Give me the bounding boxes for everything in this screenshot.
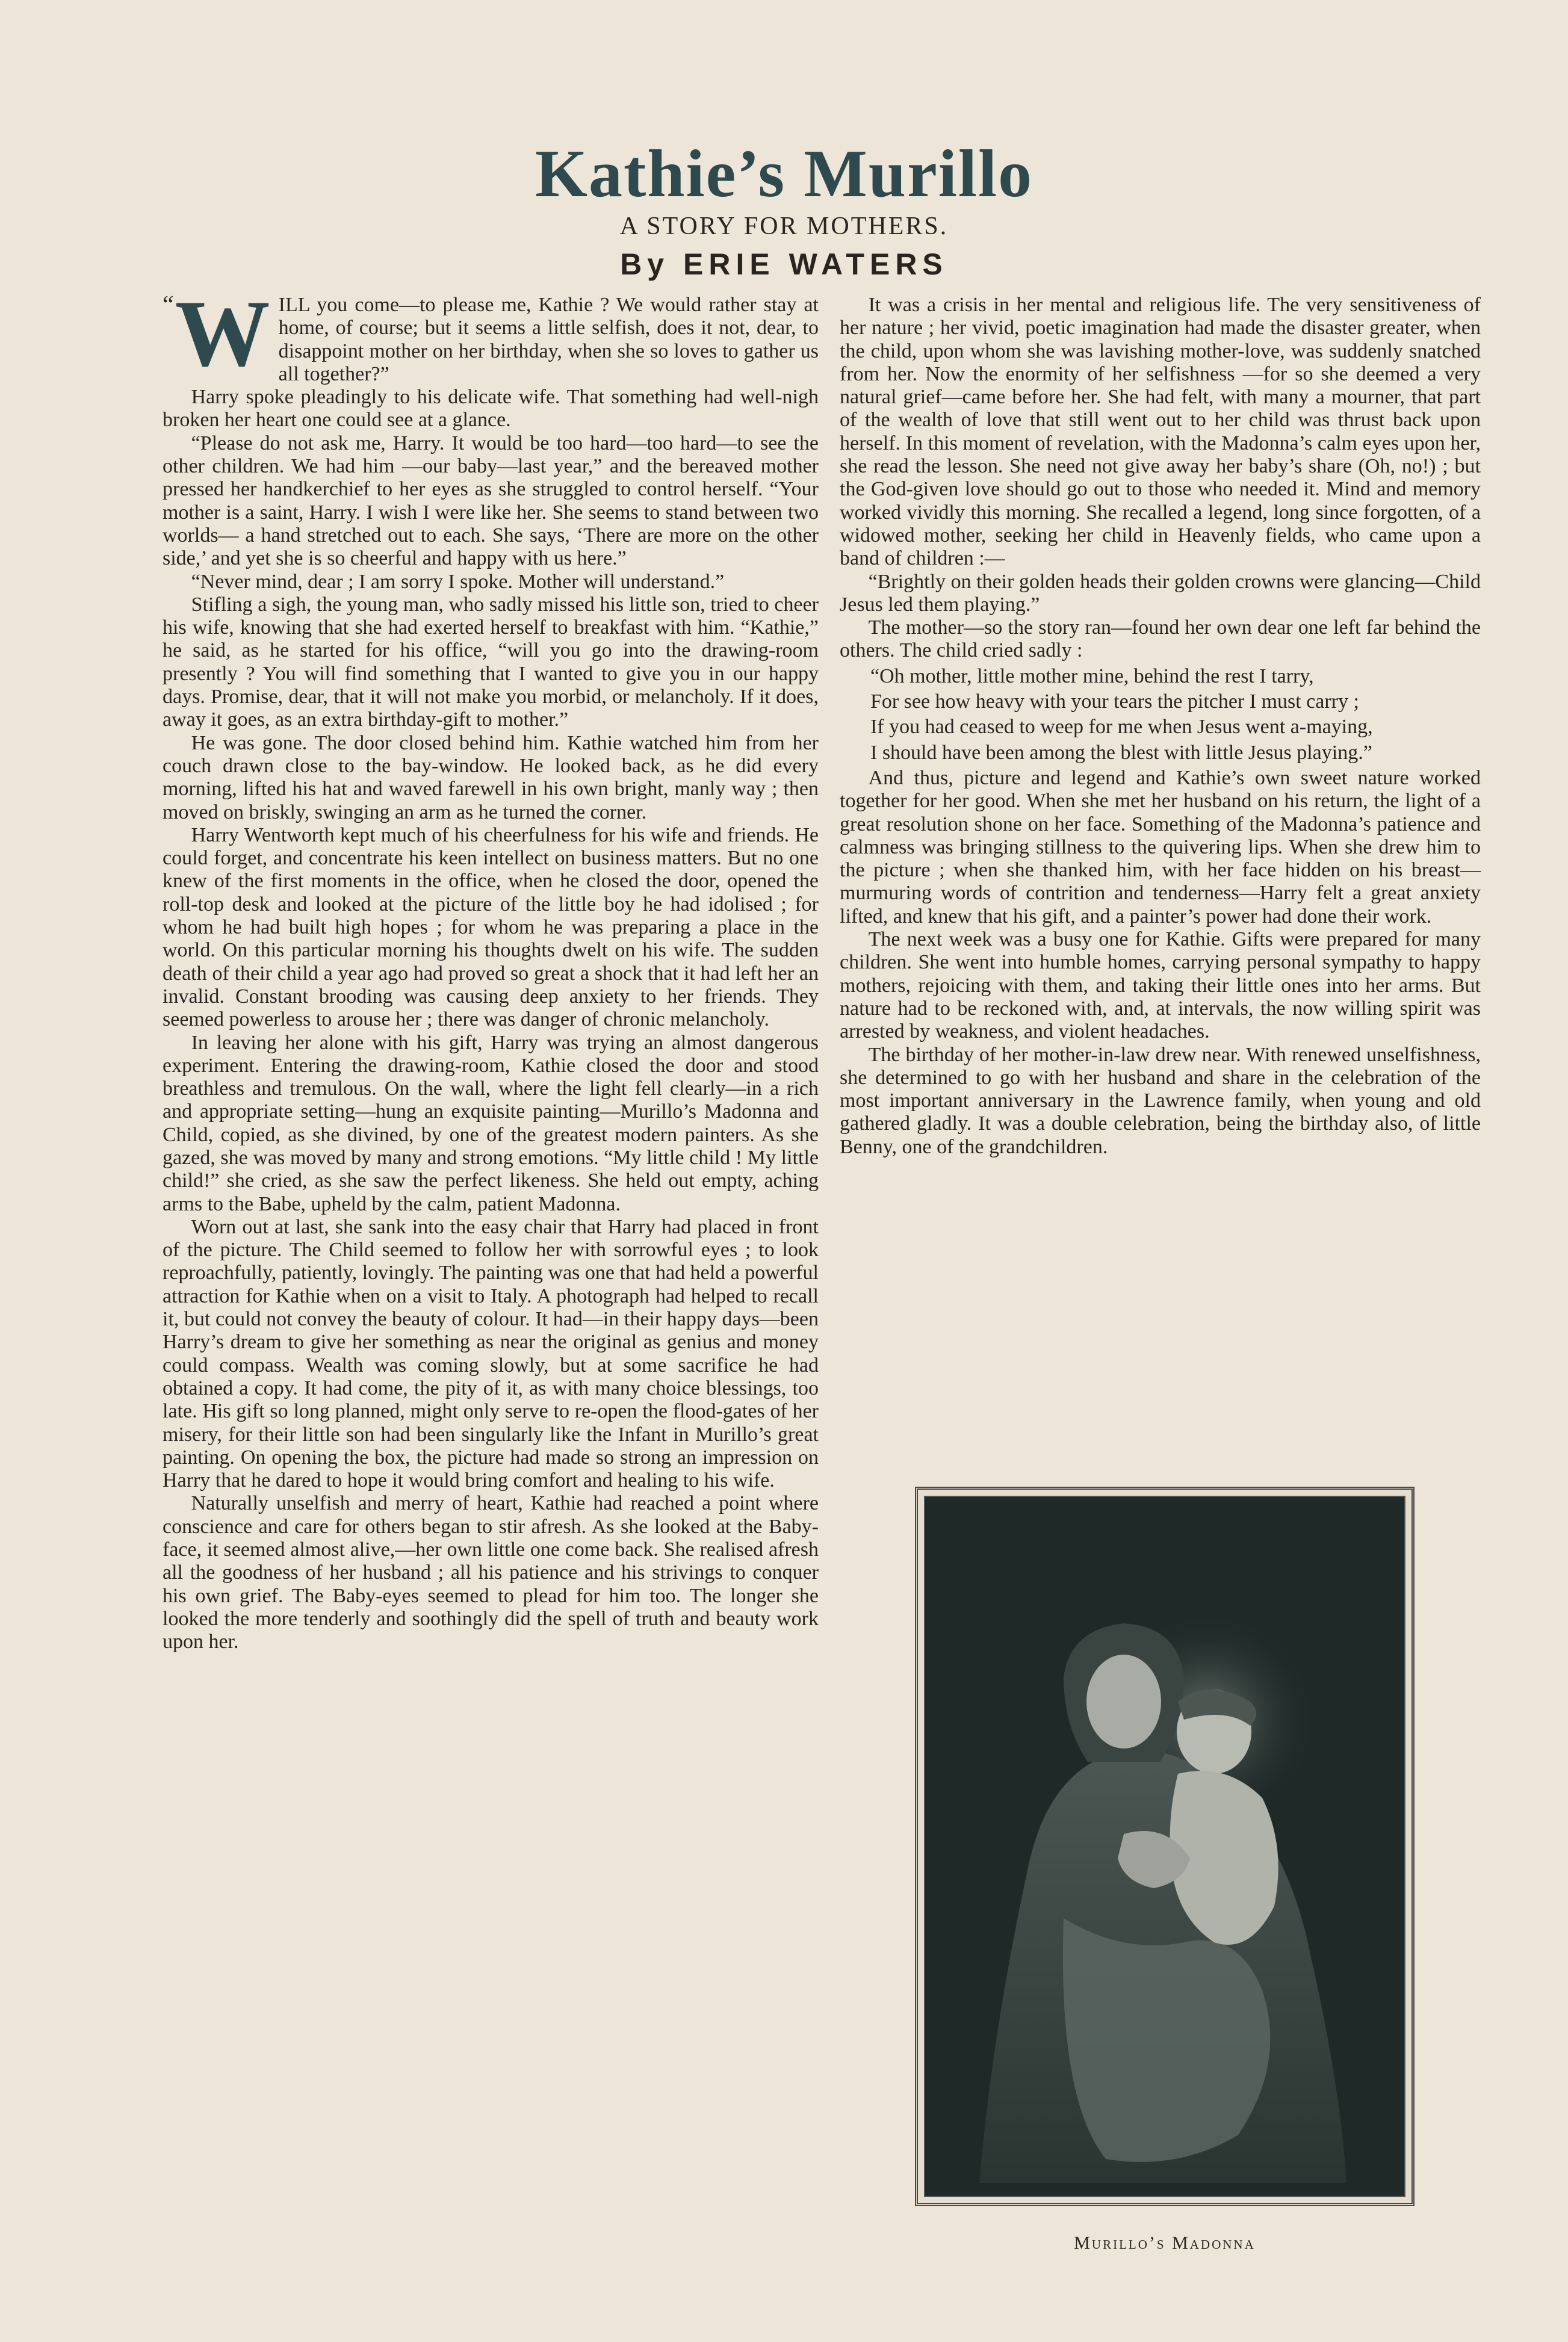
verse-line: I should have been among the blest with little Jesus playing.”: [870, 741, 1372, 764]
madonna-painting-image: [924, 1496, 1405, 2197]
paragraph: Harry spoke pleadingly to his delicate wife. That something had well-nigh broken her heart one could see at a glance.: [163, 386, 819, 432]
verse-line: For see how heavy with your tears the pitcher I must carry ;: [870, 690, 1359, 713]
madonna-face: [1086, 1655, 1161, 1749]
paragraph: The mother—so the story ran—found her own dear one left far behind the others. The child cried sadly :: [840, 616, 1481, 662]
paragraph: “Brightly on their golden heads their golden crowns were glancing—Child Jesus led them playing.”: [840, 570, 1481, 616]
figure-caption: Murillo’s Madonna: [1074, 2233, 1256, 2253]
madonna-illustration: [925, 1497, 1404, 2196]
paragraph: ILL you come—to please me, Kathie ? We would rather stay at home, of course; but it seems a little selfish, does it not, dear, to disappoint mother on her birthday, when she so loves to gather us all together?”: [278, 294, 819, 385]
madonna-figure-frame: [915, 1487, 1415, 2206]
verse-line: If you had ceased to weep for me when Jesus went a-maying,: [870, 716, 1373, 739]
right-column: [840, 294, 1481, 1159]
paragraph: “Never mind, dear ; I am sorry I spoke. Mother will understand.”: [191, 570, 725, 593]
paragraph: And thus, picture and legend and Kathie’s own sweet nature worked together for her good. When she met her husband on his return, the light of a great resolution shone on her face. Something of the Madonna’s patience and calmness was bringing stillness to the quivering lips. When she drew him to the picture ; when she thanked him, with her face hidden on his breast—murmuring words of contrition and tenderness—Harry felt a great anxiety lifted, and knew that his gift, and a painter’s power had done their work.: [840, 766, 1481, 928]
paragraph: In leaving her alone with his gift, Harry was trying an almost dangerous experiment. Entering the drawing-room, Kathie closed the door and stood breathless and tremulous. On the wall, where the light fell clearly—in a rich and appropriate setting—hung an exquisite painting—Murillo’s Madonna and Child, copied, as she divined, by one of the greatest modern painters. As she gazed, she was moved by many and strong emotions. “My little child ! My little child!” she cried, as she saw the perfect likeness. She held out empty, aching arms to the Babe, upheld by the calm, patient Madonna.: [163, 1031, 819, 1215]
robe-drapery: [1063, 1918, 1270, 2162]
article-title: Kathie’s Murillo: [535, 137, 1033, 211]
paragraph: Harry Wentworth kept much of his cheerfulness for his wife and friends. He could forget, and concentrate his keen intellect on business matters. But no one knew of the first moments in the office, when he closed the door, opened the roll-top desk and looked at the picture of the little boy he had idolised ; for whom he had built high hopes ; for whom he was preparing a place in the world. On this particular morning his thoughts dwelt on his wife. The sudden death of their child a year ago had proved so great a shock that it had left her an invalid. Constant brooding was causing deep anxiety to her friends. They seemed powerless to arouse her ; there was danger of chronic melancholy.: [163, 823, 819, 1031]
article-byline: By ERIE WATERS: [620, 247, 948, 281]
article-subtitle: A STORY FOR MOTHERS.: [619, 212, 949, 240]
paragraph: The birthday of her mother-in-law drew near. With renewed unselfishness, she determined to go with her husband and share in the celebration of the most important anniversary in the Lawrence family, when young and old gathered gladly. It was a double celebration, being the birthday also, of little Benny, one of the grandchildren.: [840, 1043, 1481, 1158]
left-column: [163, 281, 819, 1654]
verse-line: “Oh mother, little mother mine, behind the rest I tarry,: [870, 664, 1314, 687]
paragraph: “Please do not ask me, Harry. It would be too hard—too hard—to see the other children. We had him —our baby—last year,” and the bereaved mother pressed her handkerchief to her eyes as she struggled to control herself. “Your mother is a saint, Harry. I wish I were like her. She seems to stand between two worlds— a hand stretched out to each. She says, ‘There are more on the other side,’ and yet she is so cheerful and happy with us here.”: [163, 432, 819, 570]
paragraph: Stifling a sigh, the young man, who sadly missed his little son, tried to cheer his wife, knowing that she had exerted herself to breakfast with him. “Kathie,” he said, as he started for his office, “will you go into the drawing-room presently ? You will find something that I wanted to give you in our happy days. Promise, dear, that it will not make you morbid, or melancholy. If it does, away it goes, as an extra birthday-gift to mother.”: [163, 593, 819, 731]
paragraph: Naturally unselfish and merry of heart, Kathie had reached a point where conscience and care for others began to stir afresh. As she looked at the Baby-face, it seemed almost alive,—her own little one come back. She realised afresh all the goodness of her husband ; all his patience and his strivings to conquer his own grief. The Baby-eyes seemed to plead for him too. The longer she looked the more tenderly and soothingly did the spell of truth and beauty work upon her.: [163, 1492, 819, 1653]
paragraph: He was gone. The door closed behind him. Kathie watched him from her couch drawn close to the bay-window. He looked back, as he did every morning, lifted his hat and waved farewell in his own bright, manly way ; then moved on briskly, swinging an arm as he turned the corner.: [163, 731, 819, 823]
drop-cap: W: [175, 281, 270, 386]
opening-quote: “: [163, 291, 174, 319]
paragraph: The next week was a busy one for Kathie. Gifts were prepared for many children. She went into humble homes, carrying personal sympathy to happy mothers, rejoicing with them, and taking their little ones into her arms. But nature had to be reckoned with, and, at intervals, the now willing spirit was arrested by weakness, and violent headaches.: [840, 928, 1481, 1043]
paragraph: Worn out at last, she sank into the easy chair that Harry had placed in front of the picture. The Child seemed to follow her with sorrowful eyes ; to look reproachfully, patiently, lovingly. The painting was one that had held a powerful attraction for Kathie when on a visit to Italy. A photograph had helped to recall it, but could not convey the beauty of colour. It had—in their happy days—been Harry’s dream to give her something as near the original as genius and money could compass. Wealth was coming slowly, but at some sacrifice he had obtained a copy. It had come, the pity of it, as with many choice blessings, too late. His gift so long planned, might only serve to re-open the flood-gates of her misery, for their little son had been singularly like the Infant in Murillo’s great painting. On opening the box, the picture had made so strong an impression on Harry that he dared to hope it would bring comfort and healing to his wife.: [163, 1215, 819, 1492]
paragraph: It was a crisis in her mental and religious life. The very sensitiveness of her nature ; her vivid, poetic imagination had made the disaster greater, when the child, upon whom she was lavishing mother-love, was suddenly snatched from her. Now the enormity of her selfishness —for so she deemed a very natural grief—came before her. She had felt, with many a mourner, that part of the wealth of love that still went out to her child was thrust back upon herself. In this moment of revelation, with the Madonna’s calm eyes upon her, she read the lesson. She need not give away her baby’s share (Oh, no!) ; but the God-given love should go out to those who needed it. Mind and memory worked vividly this morning. She recalled a legend, long since forgotten, of a widowed mother, seeking her child in Heavenly fields, who came upon a band of children :—: [840, 294, 1481, 570]
